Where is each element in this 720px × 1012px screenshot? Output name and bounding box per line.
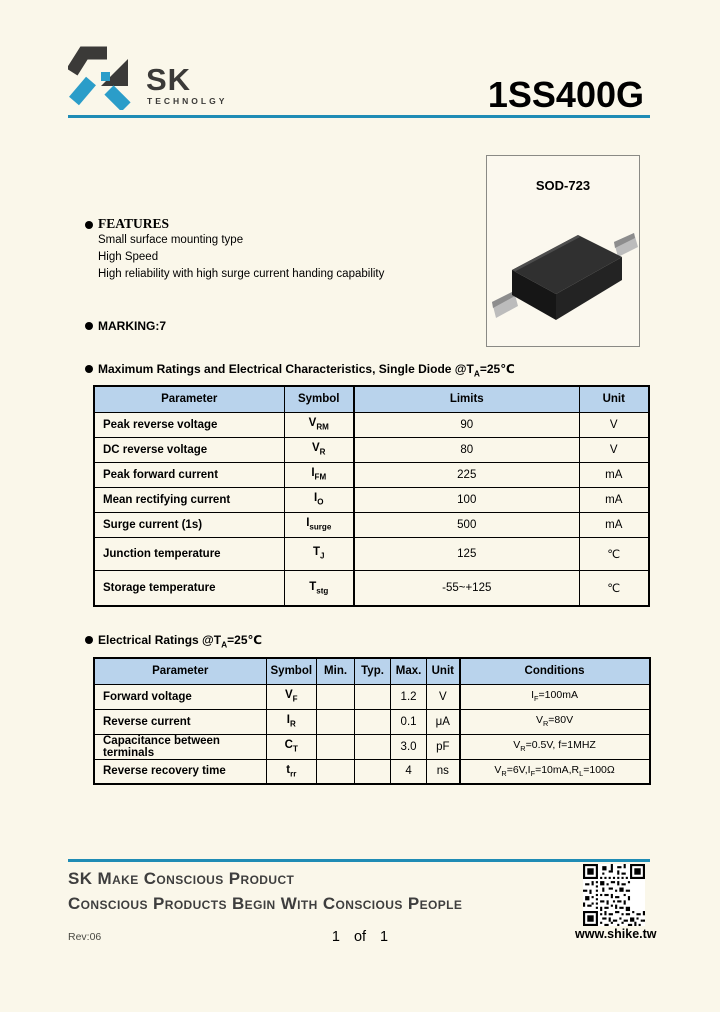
bullet-icon <box>85 365 93 373</box>
unit-cell: pF <box>427 734 460 759</box>
col-header: Parameter <box>94 658 266 684</box>
unit-cell: ℃ <box>579 537 649 570</box>
parameter-cell: Mean rectifying current <box>94 487 284 512</box>
unit-cell: V <box>579 437 649 462</box>
table-row <box>94 570 649 606</box>
conditions-cell: $V_R=6V,I_F=10mA,R_L=100\Omega$ <box>460 759 650 784</box>
unit-cell: ns <box>427 759 460 784</box>
unit-cell: V <box>579 412 649 437</box>
page-title: 1SS400G <box>487 74 644 115</box>
electrical-ratings-heading: Electrical Ratings $@T_A=25℃$ <box>98 633 263 650</box>
col-header: Max. <box>391 658 427 684</box>
footer-slogan-1: SK Make Conscious Product <box>68 869 295 888</box>
parameter-cell: Forward voltage <box>94 684 266 709</box>
col-header: Unit <box>427 658 460 684</box>
symbol-cell: $I_{surge}$ <box>284 512 354 537</box>
header-rule <box>68 115 650 118</box>
limit-cell: 125 <box>354 537 579 570</box>
package-name: SOD-723 <box>535 178 591 193</box>
bullet-icon <box>85 636 93 644</box>
max-cell: 3.0 <box>391 734 427 759</box>
table-row <box>94 734 650 759</box>
typ-cell <box>355 734 391 759</box>
parameter-cell: Surge current (1s) <box>94 512 284 537</box>
max-cell: 1.2 <box>391 684 427 709</box>
min-cell <box>317 759 355 784</box>
max-cell: 4 <box>391 759 427 784</box>
table-row <box>94 462 649 487</box>
table-row <box>94 437 649 462</box>
limit-cell: 80 <box>354 437 579 462</box>
limit-cell: 225 <box>354 462 579 487</box>
parameter-cell: Capacitance between terminals <box>94 734 266 759</box>
col-header: Min. <box>317 658 355 684</box>
symbol-cell: $V_R$ <box>284 437 354 462</box>
unit-cell: mA <box>579 512 649 537</box>
table-header-row <box>94 386 649 412</box>
conditions-cell: $V_R=0.5V$, f=1MHZ <box>460 734 650 759</box>
col-header: Conditions <box>460 658 650 684</box>
footer-rule <box>68 859 650 862</box>
page-number: 1 of 1 <box>331 929 389 945</box>
revision-label: Rev:06 <box>68 931 102 943</box>
max-cell: 0.1 <box>391 709 427 734</box>
parameter-cell: Junction temperature <box>94 537 284 570</box>
symbol-cell: $V_F$ <box>266 684 317 709</box>
symbol-cell: $T_J$ <box>284 537 354 570</box>
parameter-cell: Peak forward current <box>94 462 284 487</box>
limit-cell: 100 <box>354 487 579 512</box>
bullet-icon <box>85 221 93 229</box>
limit-cell: 90 <box>354 412 579 437</box>
min-cell <box>317 684 355 709</box>
unit-cell: μA <box>427 709 460 734</box>
table-header-row <box>94 658 650 684</box>
unit-cell: V <box>427 684 460 709</box>
table-row <box>94 759 650 784</box>
website-link[interactable]: www.shike.tw <box>575 927 657 941</box>
col-header: Unit <box>579 386 649 412</box>
typ-cell <box>355 684 391 709</box>
max-ratings-table <box>93 385 650 607</box>
features-title: FEATURES <box>98 216 170 231</box>
col-header: Parameter <box>94 386 284 412</box>
col-header: Symbol <box>266 658 317 684</box>
unit-cell: ℃ <box>579 570 649 606</box>
table-row <box>94 537 649 570</box>
table-row <box>94 709 650 734</box>
table-row <box>94 512 649 537</box>
unit-cell: mA <box>579 487 649 512</box>
sk-logo-icon <box>68 44 140 110</box>
sod723-package-icon <box>488 208 638 340</box>
col-header: Typ. <box>355 658 391 684</box>
package-box <box>486 155 640 347</box>
table-row <box>94 487 649 512</box>
feature-item: Small surface mounting type <box>98 234 244 246</box>
logo-wordmark: SK <box>146 62 192 97</box>
typ-cell <box>355 709 391 734</box>
min-cell <box>317 734 355 759</box>
col-header: Limits <box>354 386 579 412</box>
limit-cell: -55~+125 <box>354 570 579 606</box>
symbol-cell: $I_O$ <box>284 487 354 512</box>
feature-item: High Speed <box>98 251 159 263</box>
feature-item: High reliability with high surge current handing capability <box>98 268 385 280</box>
max-ratings-heading: Maximum Ratings and Electrical Characteristics, Single Diode $@T_A=25℃$ <box>98 362 515 379</box>
marking-label: MARKING:7 <box>98 319 166 333</box>
symbol-cell: $C_T$ <box>266 734 317 759</box>
typ-cell <box>355 759 391 784</box>
parameter-cell: Storage temperature <box>94 570 284 606</box>
parameter-cell: Reverse current <box>94 709 266 734</box>
symbol-cell: $V_{RM}$ <box>284 412 354 437</box>
qr-code-icon <box>583 864 645 926</box>
parameter-cell: Peak reverse voltage <box>94 412 284 437</box>
table-row <box>94 412 649 437</box>
bullet-icon <box>85 322 93 330</box>
symbol-cell: $t_{rr}$ <box>266 759 317 784</box>
symbol-cell: $T_{stg}$ <box>284 570 354 606</box>
footer-slogan-2: Conscious Products Begin With Conscious People <box>68 894 463 913</box>
parameter-cell: DC reverse voltage <box>94 437 284 462</box>
limit-cell: 500 <box>354 512 579 537</box>
table-row <box>94 684 650 709</box>
conditions-cell: $I_F=100mA$ <box>460 684 650 709</box>
symbol-cell: $I_{FM}$ <box>284 462 354 487</box>
col-header: Symbol <box>284 386 354 412</box>
min-cell <box>317 709 355 734</box>
symbol-cell: $I_R$ <box>266 709 317 734</box>
parameter-cell: Reverse recovery time <box>94 759 266 784</box>
electrical-ratings-table <box>93 657 651 785</box>
conditions-cell: $V_R=80V$ <box>460 709 650 734</box>
unit-cell: mA <box>579 462 649 487</box>
logo-subtext: TECHNOLGY <box>147 96 228 106</box>
